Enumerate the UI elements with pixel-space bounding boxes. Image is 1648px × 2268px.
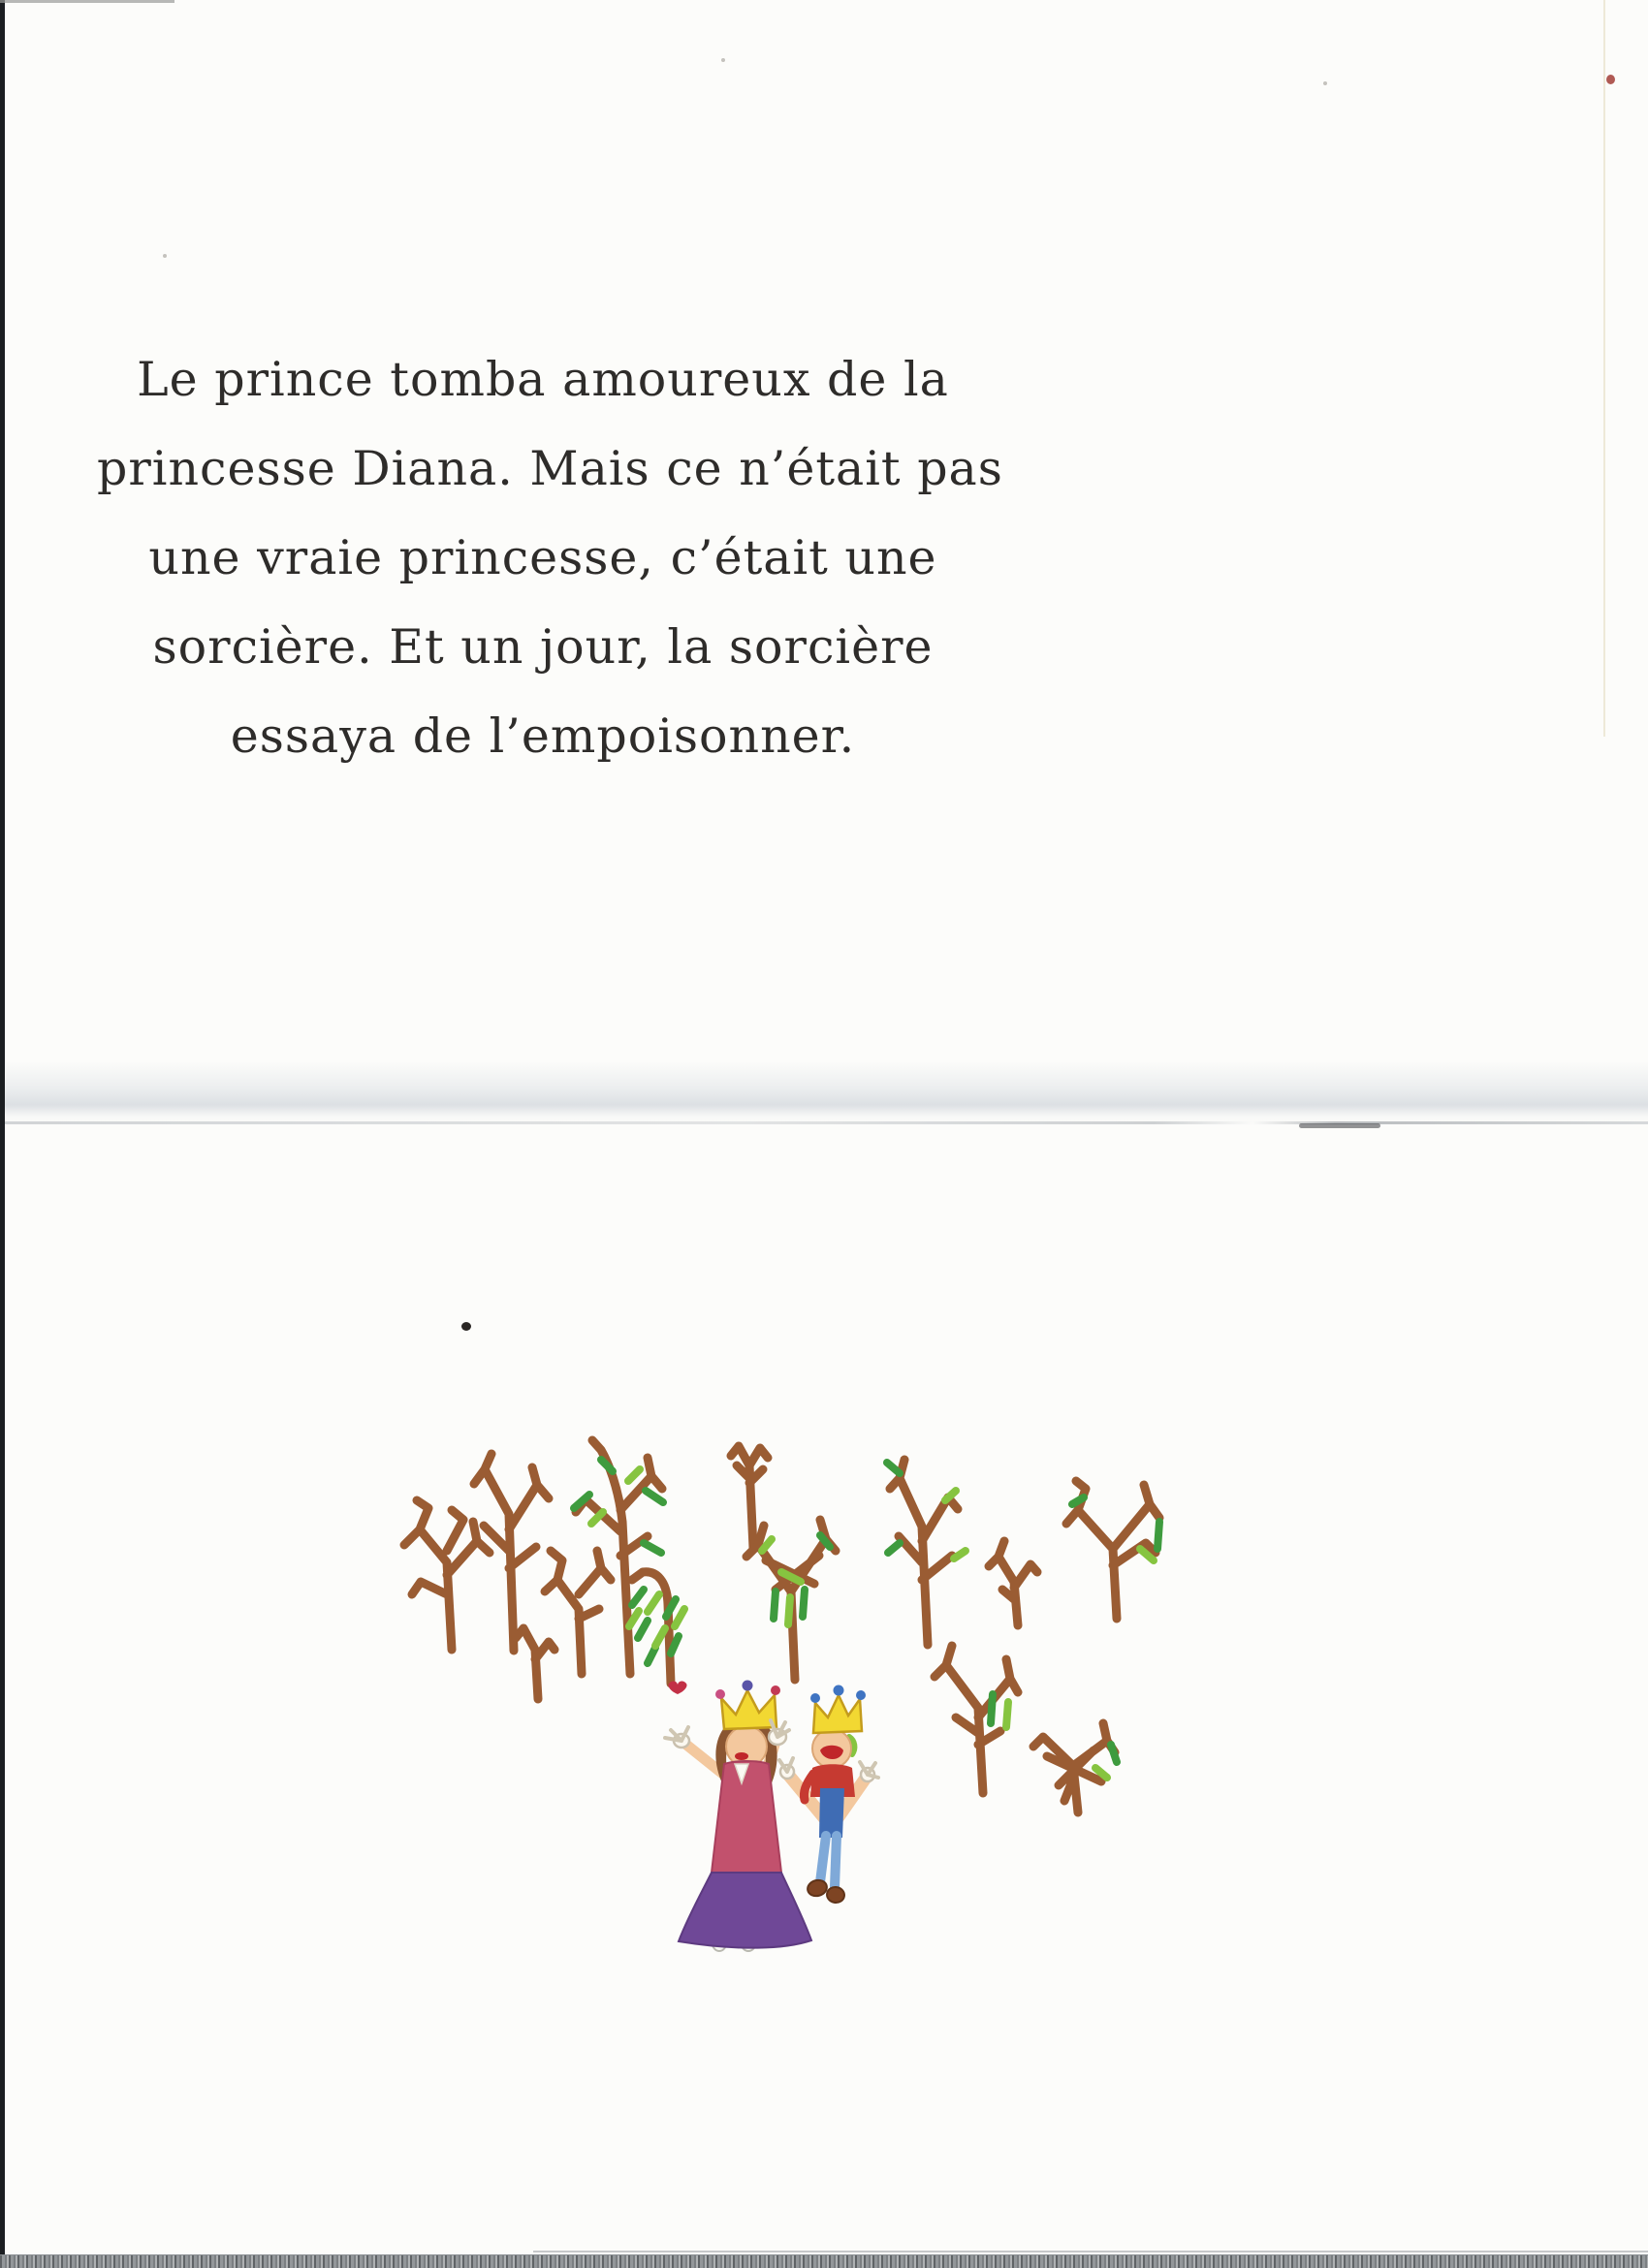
story-line-3: une vraie princesse, c’était une [148, 530, 937, 585]
tree [746, 1520, 836, 1680]
story-line-5: essaya de l’empoisonner. [230, 709, 856, 764]
prince-shoe [806, 1878, 828, 1899]
story-line-2: princesse Diana. Mais ce n’était pas [97, 441, 1003, 496]
tree [404, 1500, 490, 1650]
tree-forest [404, 1440, 1159, 1812]
ink-dot [461, 1322, 471, 1331]
prince-crown-dot [834, 1685, 844, 1696]
fold-crease-notch [1299, 1123, 1380, 1128]
dust-speck [721, 58, 725, 62]
scanner-edge-bottom-line [533, 2251, 1648, 2252]
prince-crown-dot [810, 1693, 820, 1703]
tree [1066, 1481, 1159, 1619]
page-fold-faint-line [1603, 0, 1605, 737]
fold-crease-line [0, 1121, 1648, 1124]
princess-figure [665, 1681, 811, 1952]
tree [935, 1646, 1018, 1793]
prince-crown-dot [856, 1690, 866, 1700]
dust-speck [1323, 81, 1327, 85]
scanner-edge-bottom-band [0, 2254, 1648, 2268]
tree [574, 1440, 663, 1674]
prince-leg [835, 1836, 837, 1887]
princess-crown-dot [743, 1681, 753, 1691]
prince-leg [820, 1836, 826, 1882]
fold-crease [0, 1061, 1648, 1127]
tree [887, 1460, 966, 1645]
princess-skirt [679, 1873, 811, 1948]
story-line-1: Le prince tomba amoureux de la [137, 352, 949, 407]
tree [989, 1541, 1037, 1625]
princess-crown-dot [715, 1689, 725, 1699]
tree [545, 1551, 611, 1674]
tree [1033, 1723, 1117, 1812]
prince-figure [779, 1685, 878, 1905]
prince-shoe [826, 1886, 846, 1905]
scanner-edge-top [0, 0, 174, 3]
tree [629, 1572, 684, 1684]
prince-crown [813, 1695, 862, 1733]
princess-dress-top [712, 1761, 781, 1873]
princess-crown-dot [771, 1685, 780, 1695]
heart-speck [668, 1681, 686, 1694]
prince-pants [819, 1788, 844, 1838]
princess-crown [721, 1690, 776, 1729]
tree [516, 1628, 555, 1699]
scanner-edge-left [0, 0, 5, 2267]
story-line-4: sorcière. Et un jour, la sorcière [152, 619, 934, 675]
princess-mouth [735, 1752, 748, 1760]
dust-speck [163, 254, 167, 258]
red-speck [1606, 75, 1615, 84]
